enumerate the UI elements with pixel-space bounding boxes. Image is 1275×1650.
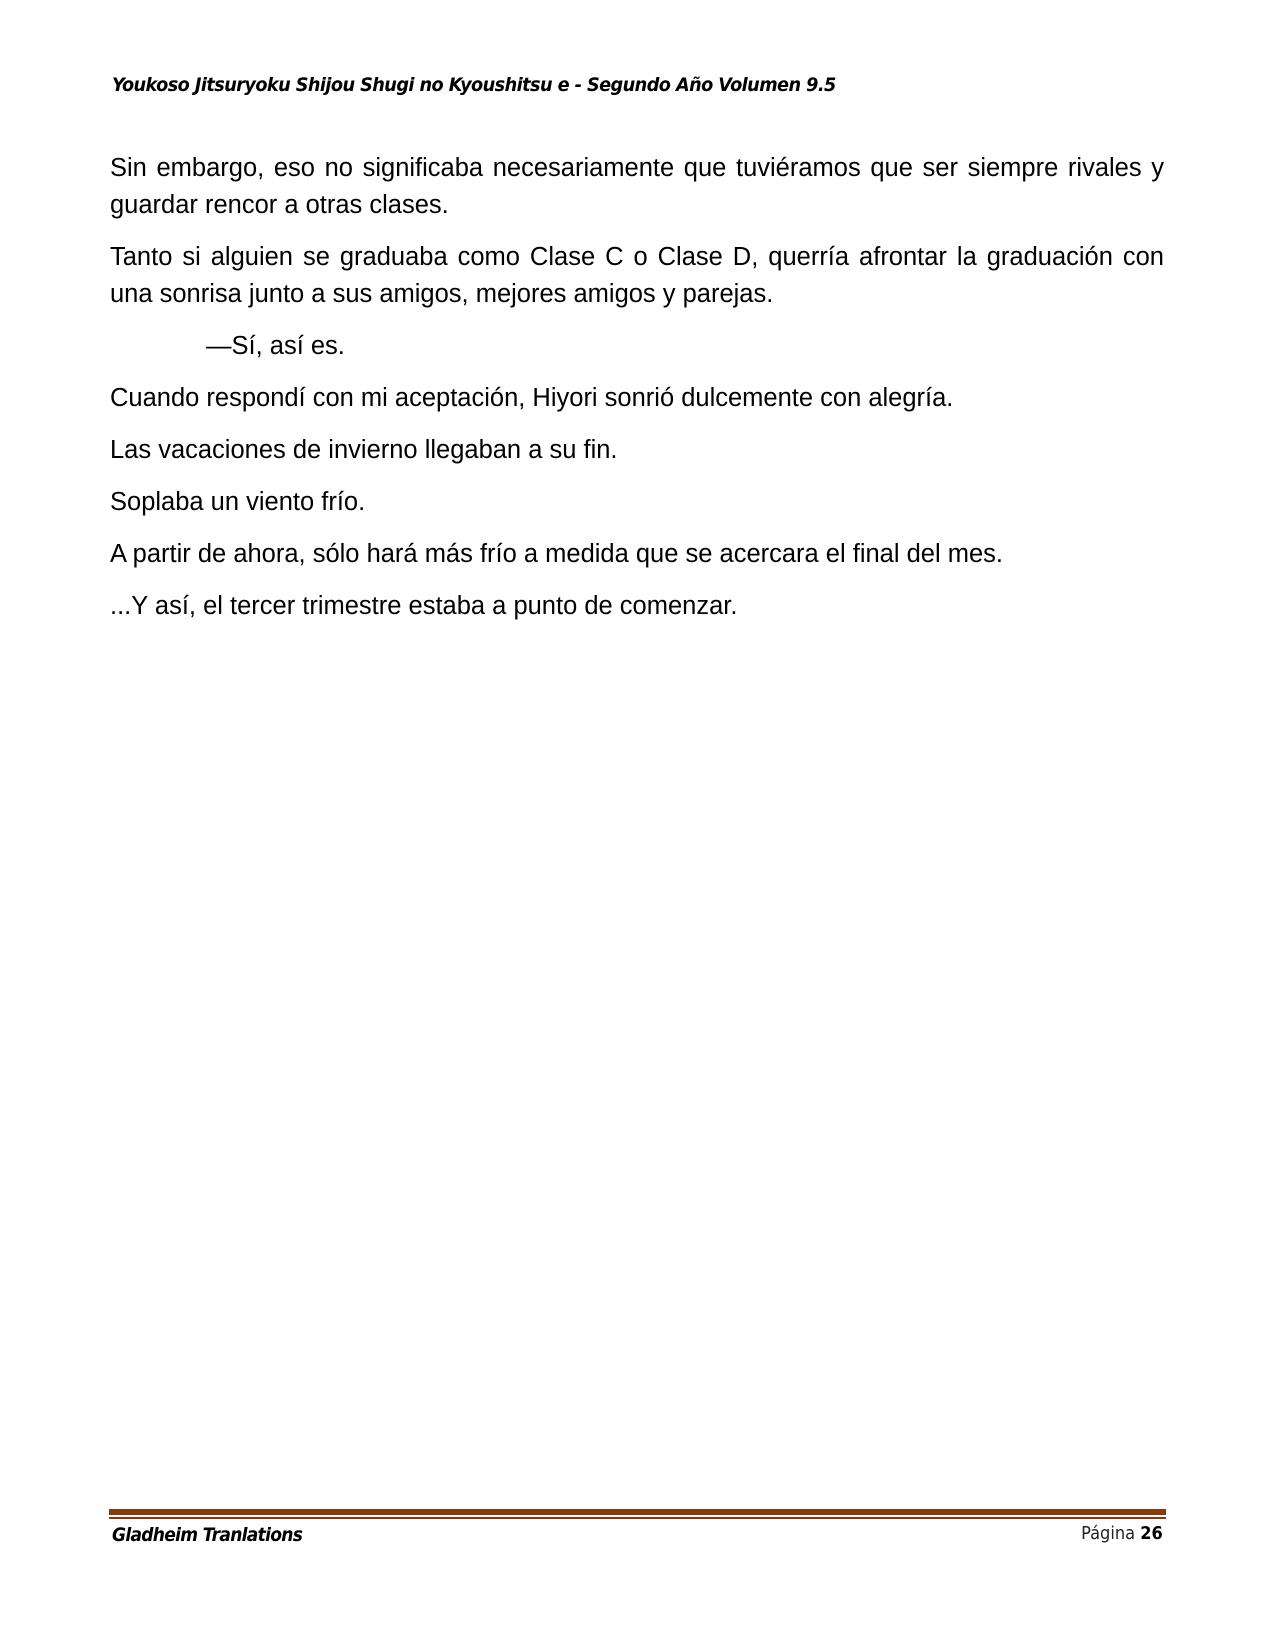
footer-rule-thick: [109, 1509, 1166, 1515]
paragraph: Cuando respondí con mi aceptación, Hiyori sonrió dulcemente con alegría.: [110, 384, 954, 412]
dialogue-paragraph: —Sí, así es.: [206, 332, 345, 360]
paragraph: Sin embargo, eso no significaba necesariamente que tuviéramos que ser siempre rivales y guardar rencor a otras clases.: [110, 154, 1164, 219]
paragraph: Soplaba un viento frío.: [110, 488, 366, 516]
paragraph: Tanto si alguien se graduaba como Clase C o Clase D, querría afrontar la graduación con una sonrisa junto a sus amigos, mejores amigos y parejas.: [110, 243, 1164, 308]
page-label: Página: [1081, 1523, 1136, 1544]
body-text: [110, 150, 1164, 640]
paragraph: A partir de ahora, sólo hará más frío a medida que se acercara el final del mes.: [110, 540, 1003, 568]
footer-translator-credit: Gladheim Tranlations: [112, 1524, 303, 1546]
running-header-title: Youkoso Jitsuryoku Shijou Shugi no Kyoushitsu e - Segundo Año Volumen 9.5: [112, 74, 836, 96]
footer-rule: [109, 1509, 1166, 1519]
footer-rule-thin: [109, 1517, 1166, 1519]
paragraph: ...Y así, el tercer trimestre estaba a punto de comenzar.: [110, 592, 738, 620]
page-number: 26: [1140, 1523, 1163, 1544]
footer-page-number: [1081, 1523, 1163, 1544]
paragraph: Las vacaciones de invierno llegaban a su fin.: [110, 436, 618, 464]
